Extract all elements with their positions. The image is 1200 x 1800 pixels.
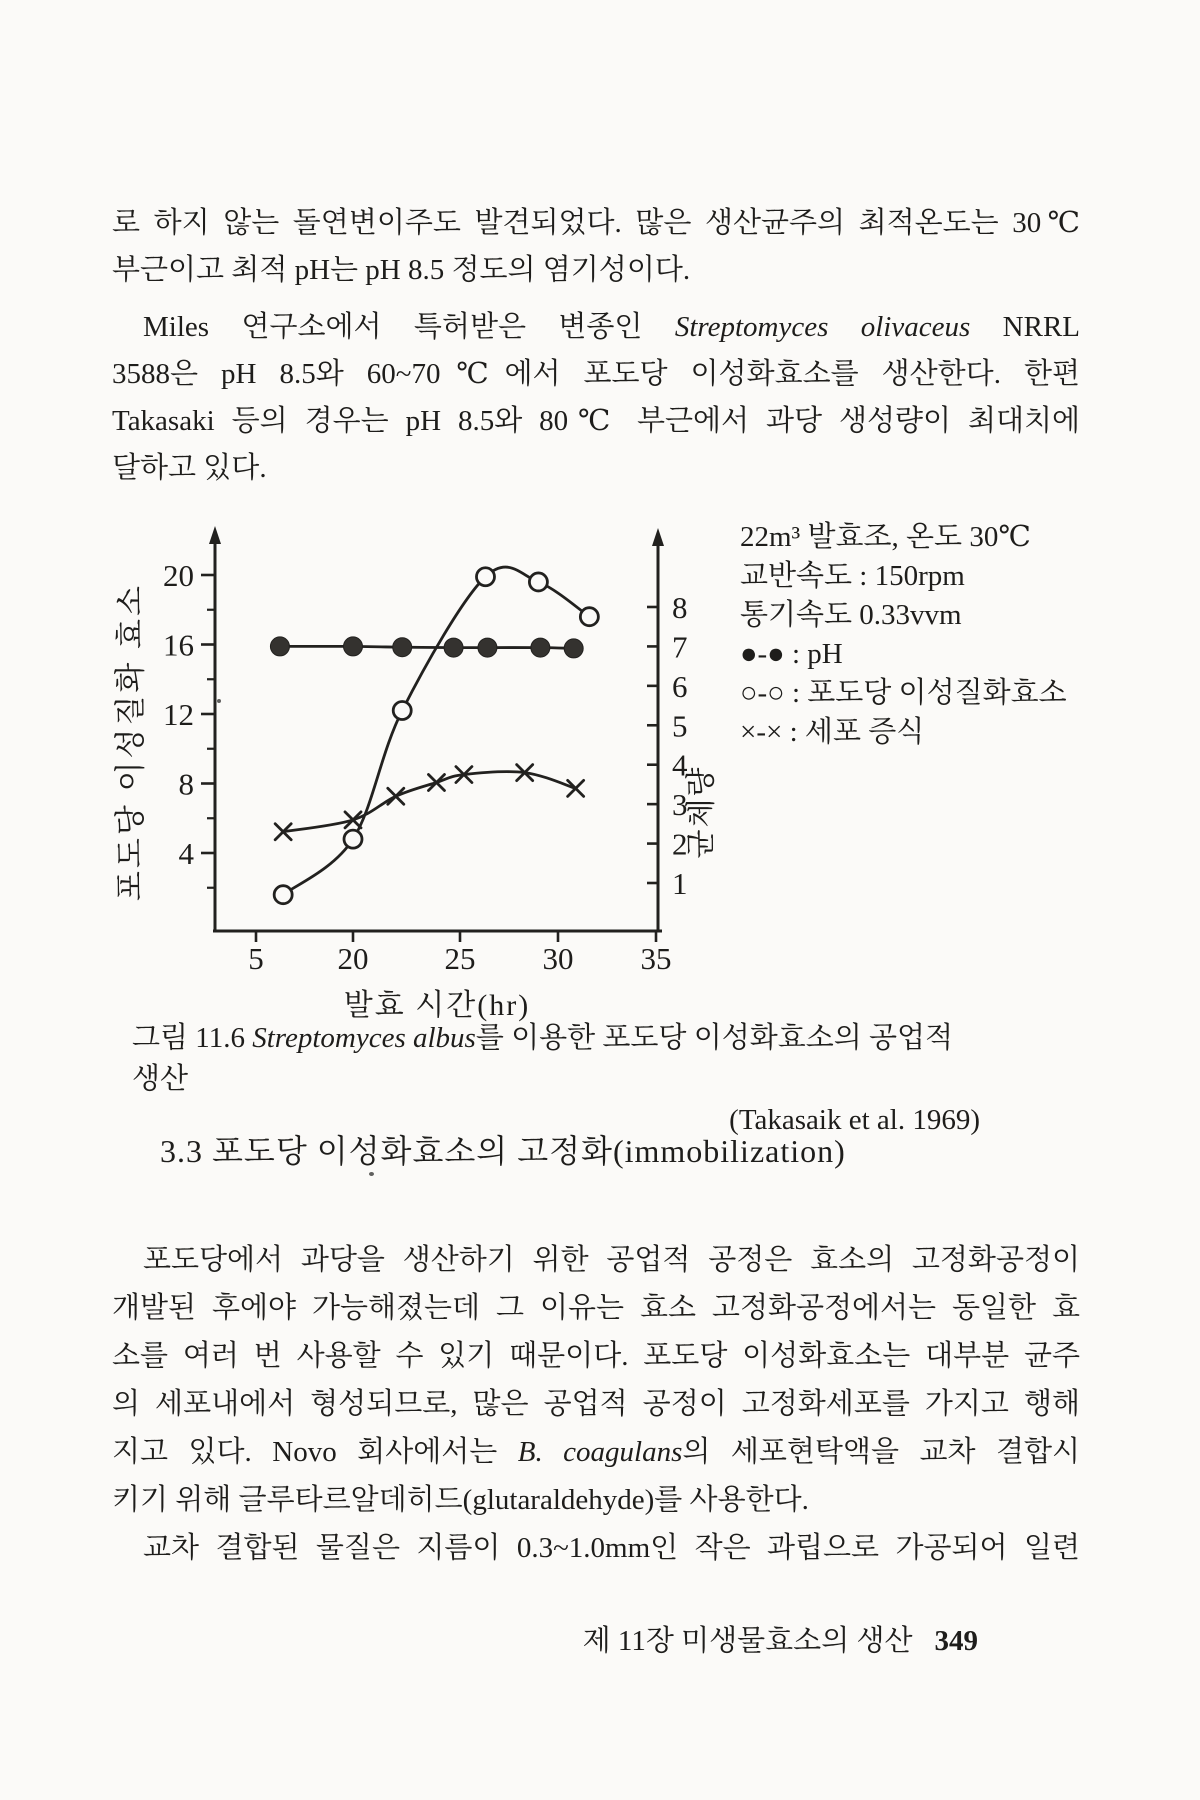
text-line: 교차 결합된 물질은 지름이 0.3~1.0mm인 작은 과립으로 가공되어 일련 [143,1532,1080,1564]
axis-right-arrow-icon [652,528,664,546]
y-right-tick-label: 6 [672,668,688,704]
legend-entry-label: : 포도당 이성질화효소 [784,677,1067,709]
figure-caption-source: (Takasaik et al. 1969) [729,1104,980,1136]
scan-speck [369,1172,374,1176]
footer-page-number: 349 [934,1625,978,1657]
y-left-tick-label: 16 [163,627,194,663]
legend-entry-label: : pH [784,638,843,670]
text-line [112,304,1080,351]
figure-caption [132,1018,980,1141]
y-right-tick-label: 5 [672,708,688,744]
x-axis-title: 발효 시간(hr) [343,989,531,1022]
paragraph-2 [112,304,1080,492]
x-tick-label: 35 [640,941,672,976]
text-segment: 그림 11.6 [132,1022,253,1054]
text-line: 키기 위해 글루타르알데히드(glutaraldehyde)를 사용한다. [112,1484,809,1516]
text-segment: NRRL [970,311,1081,343]
species-name: B. coagulans [517,1436,683,1468]
y-left-tick-label: 8 [178,766,194,802]
paragraph-1 [112,200,1080,294]
y-left-tick-label: 12 [163,697,194,732]
series-filled-circle [270,637,583,658]
section-heading: 3.3 포도당 이성화효소의 고정화(immobilization) [160,1133,846,1169]
figure-chart [90,495,750,985]
scan-speck [217,699,221,703]
filled-circle-marker-icon [393,638,412,657]
text-line: 개발된 후에야 가능해졌는데 그 이유는 효소 고정화공정에서는 동일한 효 [112,1292,1080,1324]
y-left-tick-label: 20 [163,558,194,593]
footer-chapter: 제 11장 미생물효소의 생산 [582,1625,913,1657]
legend-entry [740,713,1067,752]
open-circle-marker-icon [393,702,411,720]
filled-circle-legend-marker-icon: ●-● [740,638,785,670]
y-right-tick-label: 2 [672,826,688,862]
text-segment: 지고 있다. Novo 회사에서는 [112,1436,518,1468]
filled-circle-marker-icon [344,637,363,656]
open-circle-marker-icon [529,573,547,591]
text-line [112,1428,1080,1476]
chart-legend [740,518,1067,752]
legend-entry [740,635,1067,674]
open-circle-marker-icon [274,886,292,904]
y-right-tick-label: 8 [672,589,688,625]
filled-circle-marker-icon [478,638,497,657]
legend-condition: 교반속도 : 150rpm [740,560,965,592]
text-line: 3588은 pH 8.5와 60~70℃에서 포도당 이성화효소를 생산한다. 한편 [112,358,1080,390]
x-legend-marker-icon: ×-× [740,716,783,748]
series-x [275,765,583,840]
text-line: 달하고 있다. [112,452,267,484]
y-left-tick-label: 4 [178,836,194,871]
y-right-axis-title: 균체량 [685,765,718,859]
legend-condition: 통기속도 0.33vvm [740,599,962,631]
open-circle-legend-marker-icon: ○-○ [740,677,785,709]
x-tick-label: 30 [542,941,574,976]
text-line: Takasaki 등의 경우는 pH 8.5와 80℃ 부근에서 과당 생성량이 최대치에 [112,405,1080,437]
figure-caption-line [132,1018,980,1100]
text-line: 포도당에서 과당을 생산하기 위한 공업적 공정은 효소의 고정화공정이 [143,1244,1080,1276]
filled-circle-marker-icon [444,638,463,657]
y-right-tick-label: 4 [672,747,688,783]
legend-condition: 22m³ 발효조, 온도 30℃ [740,521,1031,553]
text-line: 부근이고 최적 pH는 pH 8.5 정도의 염기성이다. [112,254,691,286]
series-line [283,567,589,895]
page-footer [115,1618,978,1659]
text-line: 소를 여러 번 사용할 수 있기 때문이다. 포도당 이성화효소는 대부분 균주 [112,1340,1080,1372]
y-right-tick-label: 7 [672,629,688,665]
text-segment: Miles 연구소에서 특허받은 변종인 [143,311,675,343]
open-circle-marker-icon [580,608,598,626]
filled-circle-marker-icon [564,639,583,658]
series-open-circle [274,567,598,904]
legend-entry-label: : 세포 증식 [782,716,925,748]
y-left-axis-title: 포도당 이성질화 효소 [113,582,148,902]
y-right-tick-label: 3 [672,787,688,823]
species-name: Streptomyces olivaceus [674,311,971,343]
x-tick-label: 5 [248,941,264,976]
text-segment: 를 이용한 포도당 이성화효소의 공업적 생산 [132,1022,954,1095]
text-line: 의 세포내에서 형성되므로, 많은 공업적 공정이 고정화세포를 가지고 행해 [112,1388,1080,1420]
species-name: Streptomyces albus [252,1022,476,1054]
series-line [280,646,574,648]
open-circle-marker-icon [476,568,494,586]
text-segment: 의 세포현탁액을 교차 결합시 [682,1436,1080,1468]
x-tick-label: 20 [337,941,369,976]
filled-circle-marker-icon [270,637,289,656]
filled-circle-marker-icon [531,638,550,657]
legend-entry [740,674,1067,713]
paragraph-3 [112,1236,1080,1572]
text-line: 로 하지 않는 돌연변이주도 발견되었다. 많은 생산균주의 최적온도는 30℃ [112,207,1080,239]
x-tick-label: 25 [444,941,476,976]
axis-left-arrow-icon [209,526,221,544]
y-right-tick-label: 1 [672,866,688,901]
open-circle-marker-icon [344,830,362,848]
